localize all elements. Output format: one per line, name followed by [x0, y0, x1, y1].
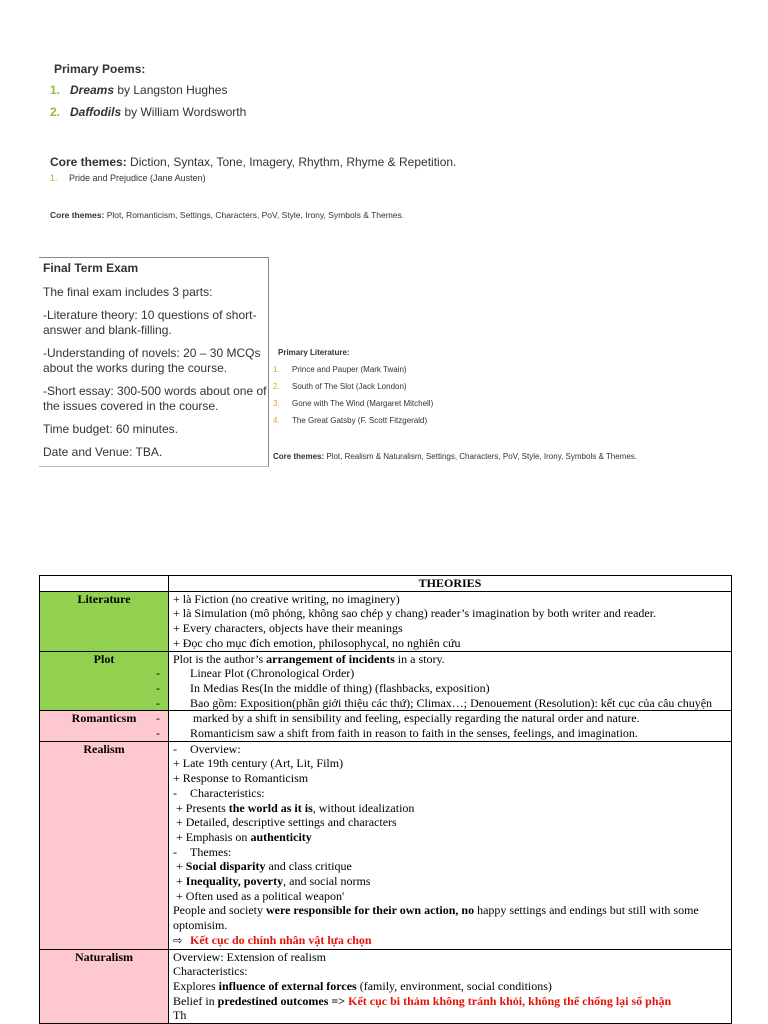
bullet-item: - Romanticism saw a shift from faith in reason to faith in the senses, feelings, and imagination.: [156, 726, 638, 741]
literature-item: [273, 416, 433, 425]
exam-line: -Understanding of novels: 20 – 30 MCQs about the works during the course.: [43, 346, 261, 375]
exam-line: The final exam includes 3 parts:: [43, 285, 213, 299]
poem-item: [50, 83, 246, 97]
exam-line: -Short essay: 300-500 words about one of the issues covered in the course.: [43, 384, 267, 413]
literature-number: 1.: [273, 365, 280, 374]
core-themes-poems: [50, 155, 456, 169]
poem-title: Dreams: [70, 83, 115, 97]
table-row-romanticism: [40, 711, 732, 741]
bullet-item: - marked by a shift in sensibility and feeling, especially regarding the natural order and nature.: [156, 711, 640, 726]
table-row-realism: [40, 741, 732, 949]
text-run: Explores: [173, 978, 219, 993]
text-run: , without idealization: [312, 800, 415, 815]
row-content: [156, 651, 732, 711]
primary-poems-title: Primary Poems:: [54, 62, 146, 76]
text-run: , and social norms: [283, 874, 371, 889]
table-row-plot: [40, 651, 732, 711]
row-content: [156, 711, 732, 741]
primary-literature-title: Primary Literature:: [278, 348, 350, 357]
core-themes-text: Plot, Romanticism, Settings, Characters, PoV, Style, Irony, Symbols & Themes.: [104, 210, 405, 220]
literature-title: South of The Slot (Jack London): [292, 382, 407, 391]
bullet-text: Themes:: [190, 844, 232, 859]
poem-author: by William Wordsworth: [121, 105, 247, 119]
novel-item: [50, 173, 206, 183]
text-run: +: [173, 859, 186, 874]
final-exam-box: [39, 257, 269, 467]
text-run: + Presents: [173, 800, 229, 815]
text-run: arrangement of incidents: [266, 651, 395, 666]
literature-item: [273, 365, 433, 374]
poem-title: Daffodils: [70, 105, 122, 119]
theories-table: [39, 575, 732, 1024]
content-line: + Đọc cho mục đích emotion, philosophycal, no nghiên cứu: [173, 635, 461, 650]
bullet-text: Overview:: [190, 741, 241, 756]
core-themes-text: Plot, Realism & Naturalism, Settings, Characters, PoV, Style, Irony, Symbols & Themes.: [324, 452, 637, 461]
text-run: People and society: [173, 903, 266, 918]
bullet-text: In Medias Res(In the middle of thing) (flashbacks, exposition): [190, 680, 490, 695]
literature-title: Gone with The Wind (Margaret Mitchell): [292, 399, 434, 408]
literature-title: The Great Gatsby (F. Scott Fitzgerald): [292, 416, 428, 425]
row-content: [169, 949, 732, 1024]
text-run: Kết cục bi thảm không tránh khỏi, không thể chống lại số phận: [345, 993, 672, 1008]
content-line: [173, 830, 727, 845]
bullet-text: Characteristics:: [190, 785, 265, 800]
header-empty-cell: [40, 576, 169, 592]
primary-poems-section: [50, 62, 247, 119]
exam-title: Final Term Exam: [43, 261, 139, 275]
text-run: Plot is the author’s: [173, 651, 267, 666]
bullet-item: - Overview:: [173, 741, 241, 756]
content-line: Characteristics:: [173, 964, 248, 979]
text-run: the world as it is: [228, 800, 313, 815]
literature-number: 4.: [273, 416, 280, 425]
literature-number: 2.: [273, 382, 280, 391]
literature-item: [273, 382, 433, 391]
text-run: in a story.: [394, 651, 445, 666]
text-run: Social disparity: [185, 859, 266, 874]
row-label: Romanticsm: [40, 711, 169, 741]
table-header-row: [40, 576, 732, 592]
literature-number: 3.: [273, 399, 280, 408]
poem-number: 1.: [50, 83, 61, 97]
bullet-item: - Linear Plot (Chronological Order): [156, 666, 355, 681]
literature-title: Prince and Pauper (Mark Twain): [292, 365, 407, 374]
bullet-item: - Characteristics:: [173, 785, 265, 800]
content-line: [173, 801, 727, 816]
text-run: (family, environment, social conditions): [356, 978, 552, 993]
content-line: + là Simulation (mô phỏng, không sao chép y chang) reader’s imagination by both writer and reader.: [173, 606, 657, 621]
bullet-item: - In Medias Res(In the middle of thing) (flashbacks, exposition): [156, 680, 490, 695]
poem-author: by Langston Hughes: [114, 83, 228, 97]
text-run: happy settings and endings but still with some optomisim.: [173, 903, 699, 933]
poem-number: 2.: [50, 105, 61, 119]
content-line: + Detailed, descriptive settings and characters: [173, 815, 397, 830]
content-line: [173, 652, 727, 667]
poem-item: [50, 105, 247, 119]
content-line: + Often used as a political weapon': [173, 888, 345, 903]
conclusion-text: Kết cục do chính nhân vật lựa chọn: [190, 932, 372, 947]
bullet-item: - Themes:: [173, 844, 232, 859]
core-themes-literature: [273, 452, 637, 461]
table-row-naturalism: [40, 949, 732, 1024]
content-line: + Response to Romanticism: [173, 771, 309, 786]
content-line: [173, 859, 727, 874]
row-label: Plot: [40, 651, 169, 711]
row-label: Literature: [40, 591, 169, 651]
text-run: influence of external forces: [218, 978, 357, 993]
row-label: Naturalism: [40, 949, 169, 1024]
text-run: +: [173, 874, 186, 889]
core-themes-label: Core themes:: [273, 452, 325, 461]
content-line: Th: [173, 1008, 187, 1023]
core-themes-text: Diction, Syntax, Tone, Imagery, Rhythm, Rhyme & Repetition.: [126, 155, 457, 169]
text-run: and class critique: [265, 859, 352, 874]
text-run: Belief in: [173, 993, 218, 1008]
content-line: + là Fiction (no creative writing, no imaginery): [173, 591, 400, 606]
table-row-literature: [40, 591, 732, 651]
row-label: Realism: [40, 741, 169, 949]
text-run: predestined outcomes =>: [217, 993, 346, 1008]
text-run: authenticity: [250, 829, 312, 844]
bullet-text: marked by a shift in sensibility and feeling, especially regarding the natural order and nature.: [190, 711, 640, 726]
row-content: [169, 741, 732, 949]
content-line: [173, 994, 727, 1009]
novel-title: Pride and Prejudice (Jane Austen): [69, 173, 206, 183]
theories-header: THEORIES: [169, 576, 732, 592]
bullet-text: Romanticism saw a shift from faith in reason to faith in the senses, feelings, and imagination.: [190, 726, 638, 741]
exam-line: Time budget: 60 minutes.: [43, 422, 178, 436]
text-run: + Emphasis on: [173, 829, 251, 844]
content-line: + Late 19th century (Art, Lit, Film): [173, 756, 344, 771]
content-line: [173, 874, 727, 889]
exam-line: -Literature theory: 10 questions of short-answer and blank-filling.: [43, 308, 257, 337]
exam-line: Date and Venue: TBA.: [43, 445, 163, 459]
core-themes-novels: [50, 210, 404, 220]
text-run: were responsible for their own action, no: [265, 903, 475, 918]
primary-literature-section: [273, 348, 433, 425]
row-content: [169, 591, 732, 651]
content-line: Overview: Extension of realism: [173, 949, 326, 964]
literature-item: [273, 399, 433, 408]
content-line: [173, 979, 727, 994]
bullet-item: - Bao gồm: Exposition(phần giới thiệu các thứ); Climax…; Denouement (Resolution): kết cục của câu chuyện: [156, 695, 713, 710]
core-themes-label: Core themes:: [50, 210, 105, 220]
bullet-text: Linear Plot (Chronological Order): [190, 666, 355, 681]
content-line: [173, 903, 727, 932]
core-themes-label: Core themes:: [50, 155, 127, 169]
arrow-icon: ⇨: [173, 933, 183, 947]
conclusion-line: [173, 933, 727, 949]
novel-number: 1.: [50, 173, 58, 183]
text-run: Inequality, poverty: [185, 874, 284, 889]
content-line: + Every characters, objects have their meanings: [173, 621, 403, 636]
bullet-text: Bao gồm: Exposition(phần giới thiệu các thứ); Climax…; Denouement (Resolution): kết cục của câu chuyện: [190, 695, 713, 710]
